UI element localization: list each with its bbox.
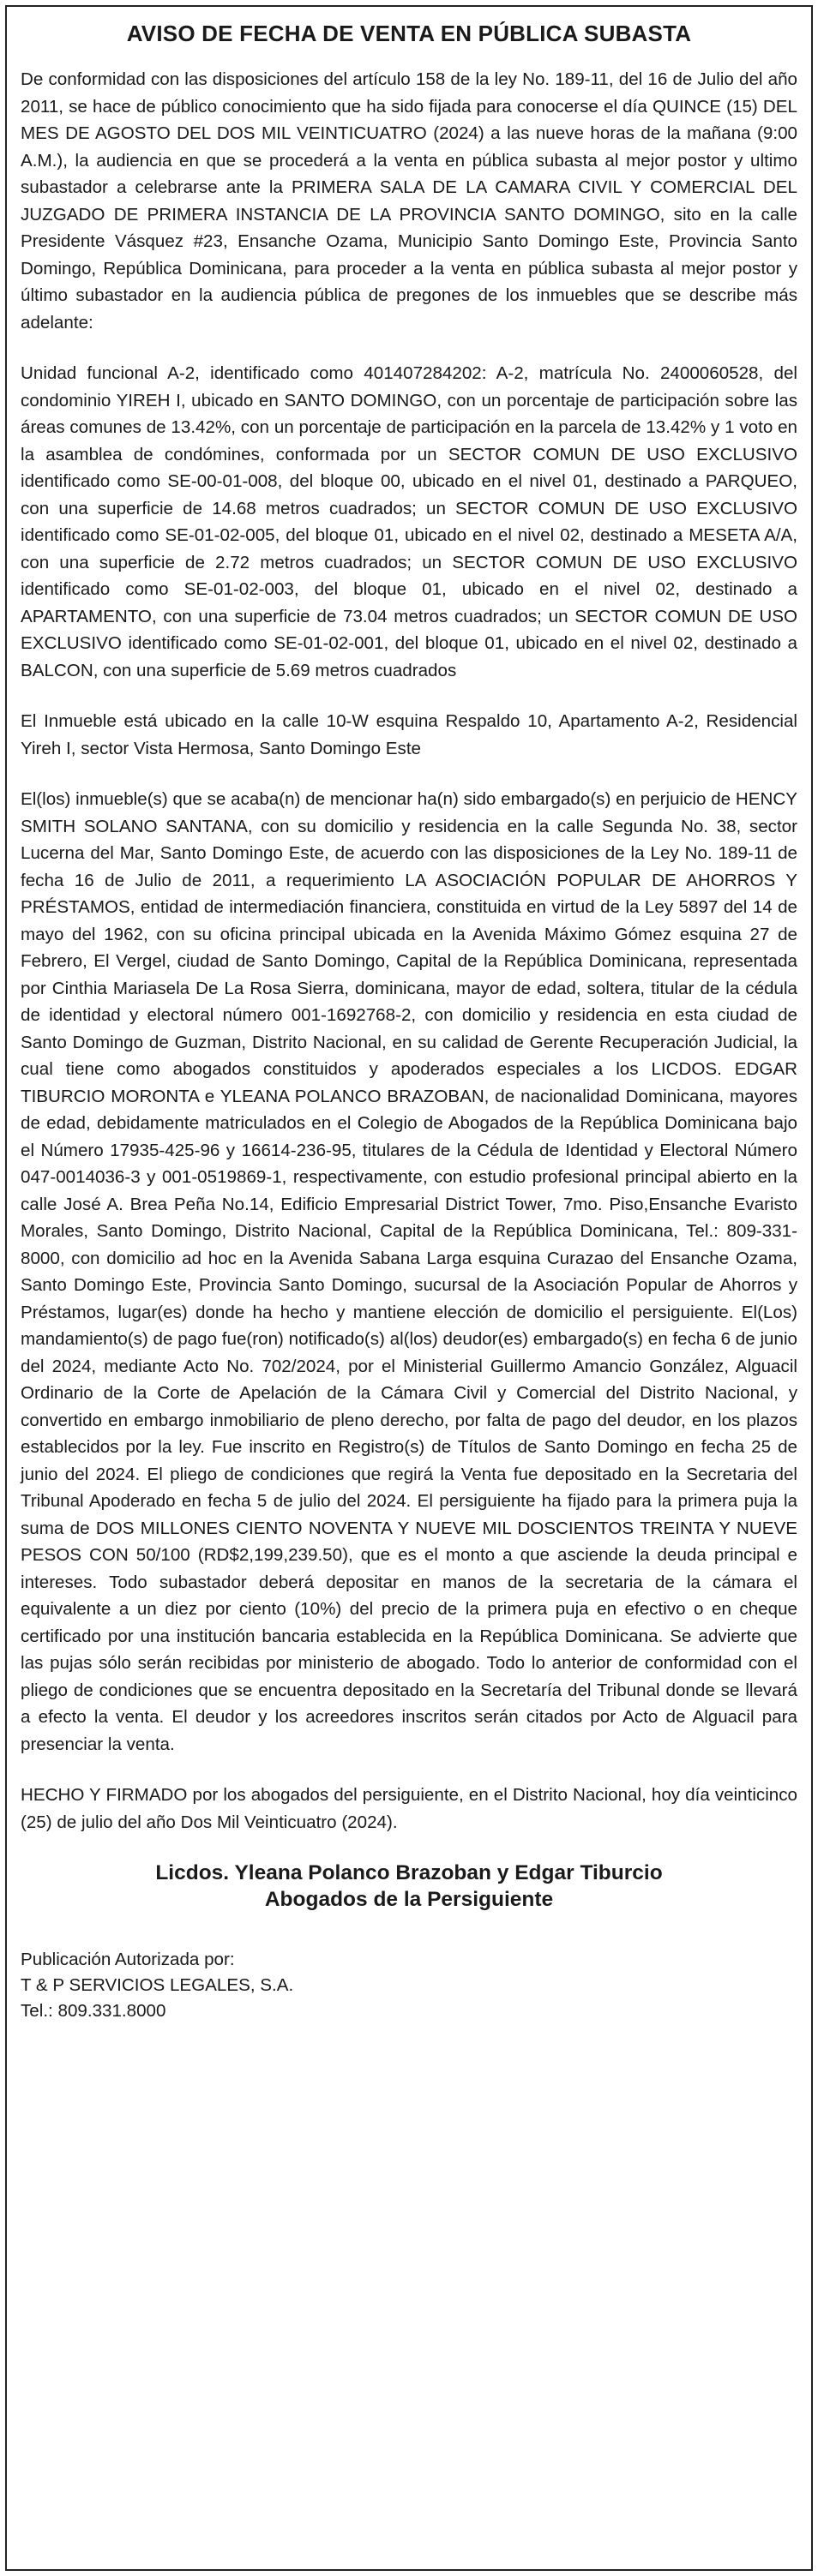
seizure-details-paragraph: El(los) inmueble(s) que se acaba(n) de mencionar ha(n) sido embargado(s) en perjuicio de HENCY SMITH SOLANO SANTANA, con su domicilio y residencia en la calle Segunda No. 38, sector Lucerna del Mar, Santo Domingo Este, de acuerdo con las disposiciones de la Ley No. 189-11 de fecha 16 de Julio de 2011, a requerimiento LA ASOCIACIÓN POPULAR DE AHORROS Y PRÉSTAMOS, entidad de intermediación financiera, constituida en virtud de la Ley 5897 del 14 de mayo del 1962, con su oficina principal ubicada en la Avenida Máximo Gómez esquina 27 de Febrero, El Vergel, ciudad de Santo Domingo, Capital de la República Dominicana, representada por Cinthia Mariasela De La Rosa Sierra, dominicana, mayor de edad, soltera, titular de la cédula de identidad y electoral número 001-1692768-2, con domicilio y residencia en esta ciudad de Santo Domingo de Guzman, Distrito Nacional, en su calidad de Gerente Recuperación Judicial, la cual tiene como abogados constituidos y apoderados especiales a los LICDOS. EDGAR TIBURCIO MORONTA e YLEANA POLANCO BRAZOBAN, de nacionalidad Dominicana, mayores de edad, debidamente matriculados en el Colegio de Abogados de la República Dominicana bajo el Número 17935-425-96 y 16614-236-95, titulares de la Cédula de Identidad y Electoral Número 047-0014036-3 y 001-0519869-1, respectivamente, con estudio profesional principal abierto en la calle José A. Brea Peña No.14, Edificio Empresarial District Tower, 7mo. Piso,Ensanche Evaristo Morales, Santo Domingo, Distrito Nacional, Capital de la República Dominicana, Tel.: 809-331-8000, con domicilio ad hoc en la Avenida Sabana Larga esquina Curazao del Ensanche Ozama, Santo Domingo Este, Provincia Santo Domingo, sucursal de la Asociación Popular de Ahorros y Préstamos, lugar(es) donde ha hecho y mantiene elección de domicilio el persiguiente. El(Los) mandamiento(s) de pago fue(ron) notificado(s) al(los) deudor(es) embargado(s) en fecha 6 de junio del 2024, mediante Acto No. 702/2024, por el Ministerial Guillermo Amancio González, Alguacil Ordinario de la Corte de Apelación de la Cámara Civil y Comercial del Distrito Nacional, y convertido en embargo inmobiliario de pleno derecho, por falta de pago del deudor, en los plazos establecidos por la ley. Fue inscrito en Registro(s) de Títulos de Santo Domingo en fecha 25 de junio del 2024. El pliego de condiciones que regirá la Venta fue depositado en la Secretaria del Tribunal Apoderado en fecha 5 de julio del 2024. El persiguiente ha fijado para la primera puja la suma de DOS MILLONES CIENTO NOVENTA Y NUEVE MIL DOSCIENTOS TREINTA Y NUEVE PESOS CON 50/100 (RD$2,199,239.50), que es el monto a que asciende la deuda principal e intereses. Todo subastador deberá depositar en manos de la secretaria de la cámara el equivalente a un diez por ciento (10%) del precio de la primera puja en efectivo o en cheque certificado por una institución bancaria establecida en la República Dominicana. Se advierte que las pujas sólo serán recibidas por ministerio de abogado. Todo lo anterior de conformidad con el pliego de condiciones que se encuentra depositado en la Secretaría del Tribunal donde se llevará a efecto la venta. El deudor y los acreedores inscritos serán citados por Acto de Alguacil para presenciar la venta. — [21, 789, 797, 1754]
publication-block — [21, 1947, 797, 2024]
auction-date-paragraph: De conformidad con las disposiciones del artículo 158 de la ley No. 189-11, del 16 de Julio del año 2011, se hace de público conocimiento que ha sido fijada para conocerse el día QUINCE (15) DEL MES DE AGOSTO DEL DOS MIL VEINTICUATRO (2024) a las nueve horas de la mañana (9:00 A.M.), la audiencia en que se procederá a la venta en pública subasta al mejor postor y ultimo subastador a celebrarse ante la PRIMERA SALA DE LA CAMARA CIVIL Y COMERCIAL DEL JUZGADO DE PRIMERA INSTANCIA DE LA PROVINCIA SANTO DOMINGO, sito en la calle Presidente Vásquez #23, Ensanche Ozama, Municipio Santo Domingo Este, Provincia Santo Domingo, República Dominicana, para proceder a la venta en pública subasta al mejor postor y último subastador en la audiencia pública de pregones de los inmuebles que se describe más adelante: — [21, 69, 797, 332]
signers-block — [21, 1860, 797, 1913]
publication-phone: Tel.: 809.331.8000 — [21, 2001, 166, 2021]
property-description-paragraph: Unidad funcional A-2, identificado como 401407284202: A-2, matrícula No. 2400060528, del condominio YIREH I, ubicado en SANTO DOMINGO, con un porcentaje de participación sobre las áreas comunes de 13.42%, con un porcentaje de participación en la parcela de 13.42% y 1 voto en la asamblea de condómines, conformada por un SECTOR COMUN DE USO EXCLUSIVO identificado como SE-00-01-008, del bloque 00, ubicado en el nivel 01, destinado a PARQUEO, con una superficie de 14.68 metros cuadrados; un SECTOR COMUN DE USO EXCLUSIVO identificado como SE-01-02-005, del bloque 01, ubicado en el nivel 02, destinado a MESETA A/A, con una superficie de 2.72 metros cuadrados; un SECTOR COMUN DE USO EXCLUSIVO identificado como SE-01-02-003, del bloque 01, ubicado en el nivel 02, destinado a APARTAMENTO, con una superficie de 73.04 metros cuadrados; un SECTOR COMUN DE USO EXCLUSIVO identificado como SE-01-02-001, del bloque 01, ubicado en el nivel 02, destinado a BALCON, con una superficie de 5.69 metros cuadrados — [21, 363, 797, 680]
signers-role: Abogados de la Persiguiente — [264, 1888, 554, 1911]
signed-statement-paragraph: HECHO Y FIRMADO por los abogados del persiguiente, en el Distrito Nacional, hoy día veinticinco (25) de julio del año Dos Mil Veinticuatro (2024). — [21, 1785, 797, 1832]
signers-names: Licdos. Yleana Polanco Brazoban y Edgar Tiburcio — [155, 1861, 663, 1884]
property-location-paragraph: El Inmueble está ubicado en la calle 10-W esquina Respaldo 10, Apartamento A-2, Residencial Yireh I, sector Vista Hermosa, Santo Domingo Este — [21, 711, 797, 758]
publication-company: T & P SERVICIOS LEGALES, S.A. — [21, 1975, 294, 1995]
publication-label: Publicación Autorizada por: — [21, 1950, 235, 1969]
legal-notice — [5, 5, 813, 2571]
notice-title: AVISO DE FECHA DE VENTA EN PÚBLICA SUBASTA — [126, 21, 692, 46]
